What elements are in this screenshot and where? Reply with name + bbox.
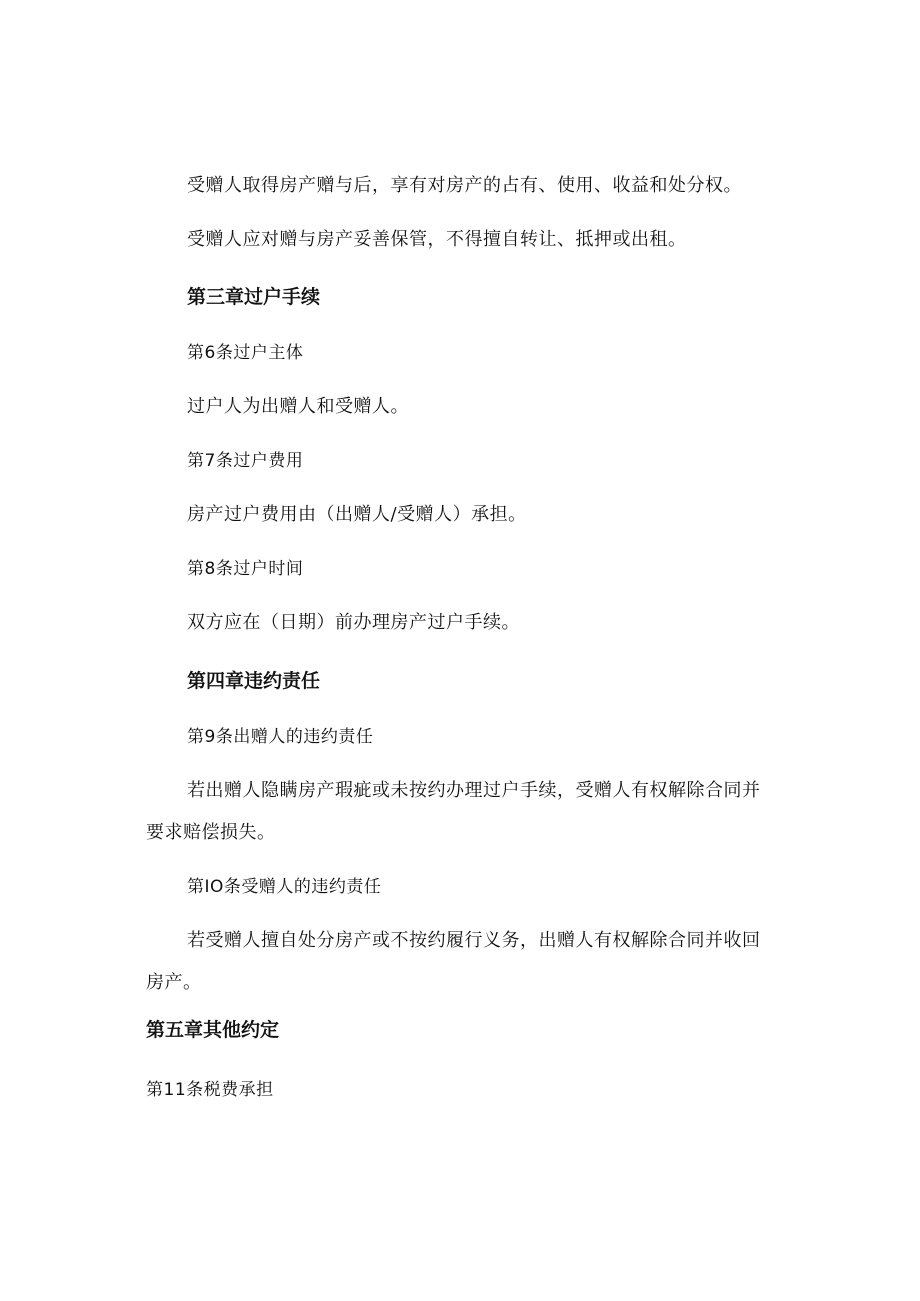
article-9-title: 第9条出赠人的违约责任	[187, 727, 374, 747]
chapter-3-heading: 第三章过户手续	[187, 286, 321, 308]
article-6-text: 过户人为出赠人和受赠人。	[187, 396, 409, 417]
chapter-4-heading: 第四章违约责任	[187, 670, 321, 692]
paragraph-recipient-rights: 受赠人取得房产赠与后，享有对房产的占有、使用、收益和处分权。	[187, 175, 742, 196]
article-10-title: 第IO条受赠人的违约责任	[187, 877, 382, 897]
article-7-text: 房产过户费用由（出赠人/受赠人）承担。	[187, 504, 527, 525]
paragraph-recipient-custody: 受赠人应对赠与房产妥善保管，不得擅自转让、抵押或出租。	[187, 229, 687, 250]
article-11-title: 第11条税费承担	[146, 1080, 274, 1100]
article-9-text-line-1: 若出赠人隐瞒房产瑕疵或未按约办理过户手续，受赠人有权解除合同并	[187, 780, 761, 801]
article-7-title: 第7条过户费用	[187, 451, 304, 471]
article-10-text-line-2: 房产。	[146, 972, 202, 993]
chapter-5-heading: 第五章其他约定	[146, 1019, 280, 1041]
article-8-text: 双方应在（日期）前办理房产过户手续。	[187, 612, 520, 633]
article-6-title: 第6条过户主体	[187, 343, 304, 363]
article-8-title: 第8条过户时间	[187, 559, 304, 579]
article-10-text-line-1: 若受赠人擅自处分房产或不按约履行义务，出赠人有权解除合同并收回	[187, 930, 761, 951]
article-9-text-line-2: 要求赔偿损失。	[146, 822, 276, 843]
